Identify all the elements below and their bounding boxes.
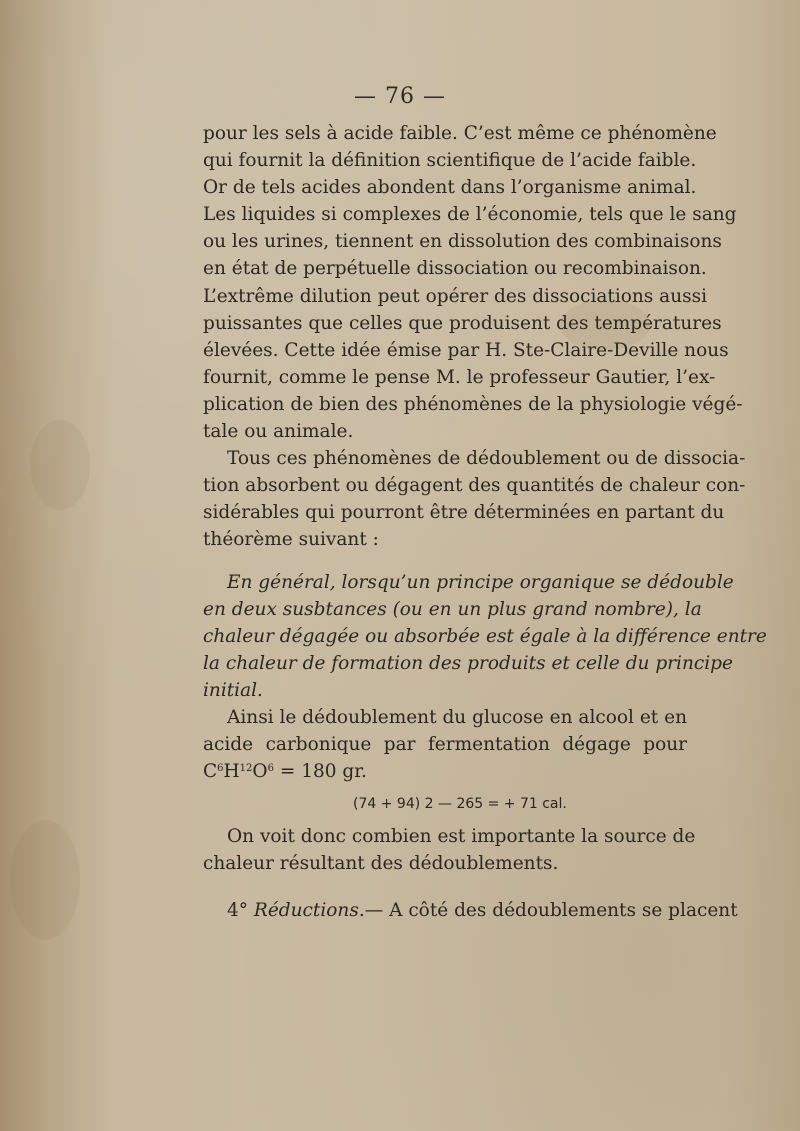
text-line: la chaleur de formation des produits et celle du principe bbox=[203, 652, 733, 674]
spacer bbox=[203, 554, 687, 569]
section-title: Réductions. bbox=[253, 900, 365, 922]
theorem bbox=[203, 569, 767, 704]
text-line: en état de perpétuelle dissociation ou recombinaison. bbox=[203, 258, 707, 280]
text-line: Tous ces phénomènes de dédoublement ou de dissocia- bbox=[227, 448, 746, 470]
paragraph-1 bbox=[203, 120, 743, 445]
formula-c-sub: 6 bbox=[217, 763, 224, 775]
text-line: Les liquides si complexes de l’économie, tels que le sang bbox=[203, 204, 737, 226]
paragraph-2 bbox=[203, 445, 746, 553]
formula-rest: = 180 gr. bbox=[273, 761, 367, 783]
text-line: puissantes que celles que produisent des températures bbox=[203, 312, 722, 334]
formula-h-sub: 12 bbox=[239, 763, 253, 775]
formula-c: C bbox=[203, 761, 218, 783]
paragraph-4 bbox=[203, 823, 696, 877]
text-line: théorème suivant : bbox=[203, 529, 379, 551]
text-line: plication de bien des phénomènes de la physiologie végé- bbox=[203, 393, 743, 415]
text-line: pour les sels à acide faible. C’est même ce phénomène bbox=[203, 123, 717, 144]
text-line: Or de tels acides abondent dans l’organisme animal. bbox=[203, 177, 697, 199]
text-line: en deux susbtances (ou en un plus grand nombre), la bbox=[203, 598, 702, 620]
spacer bbox=[203, 877, 687, 897]
text-line: qui fournit la définition scientifique de l’acide faible. bbox=[203, 150, 697, 172]
text-line: tion absorbent ou dégagent des quantités de chaleur con- bbox=[203, 475, 746, 497]
text-line: L’extrême dilution peut opérer des dissociations aussi bbox=[203, 285, 708, 307]
text-line: chaleur dégagée ou absorbée est égale à la différence entre bbox=[203, 625, 767, 647]
text-line: tale ou animale. bbox=[203, 421, 354, 443]
formula-o: O bbox=[252, 761, 268, 783]
text-line: élevées. Cette idée émise par H. Ste-Claire-Deville nous bbox=[203, 339, 729, 361]
text-line: On voit donc combien est importante la source de bbox=[227, 826, 696, 848]
page-number: — 76 — bbox=[354, 84, 446, 109]
text-line: ou les urines, tiennent en dissolution des combinaisons bbox=[203, 231, 722, 253]
heat-calculation: (74 + 94) 2 — 265 = + 71 cal. bbox=[353, 796, 567, 813]
section-line bbox=[203, 897, 738, 924]
text-line: En général, lorsqu’un principe organique se dédouble bbox=[227, 571, 734, 593]
formula-o-sub: 6 bbox=[267, 763, 274, 775]
section-heading bbox=[203, 897, 738, 924]
text-line: initial. bbox=[203, 679, 263, 701]
page-body bbox=[203, 120, 767, 925]
formula-h: H bbox=[223, 761, 240, 783]
text-line: chaleur résultant des dédoublements. bbox=[203, 853, 559, 875]
glucose-formula-line bbox=[203, 758, 687, 785]
paper-stain bbox=[10, 820, 80, 940]
paragraph-3 bbox=[203, 704, 687, 785]
text-line: sidérables qui pourront être déterminées en partant du bbox=[203, 502, 725, 524]
section-text: — A côté des dédoublements se placent bbox=[364, 900, 738, 922]
paper-stain bbox=[30, 420, 90, 510]
text-line: acide carbonique par fermentation dégage pour bbox=[203, 734, 687, 756]
section-number: 4° bbox=[227, 900, 249, 922]
text-line: Ainsi le dédoublement du glucose en alcool et en bbox=[227, 706, 687, 728]
text-line: fournit, comme le pense M. le professeur Gautier, l’ex- bbox=[203, 366, 716, 388]
